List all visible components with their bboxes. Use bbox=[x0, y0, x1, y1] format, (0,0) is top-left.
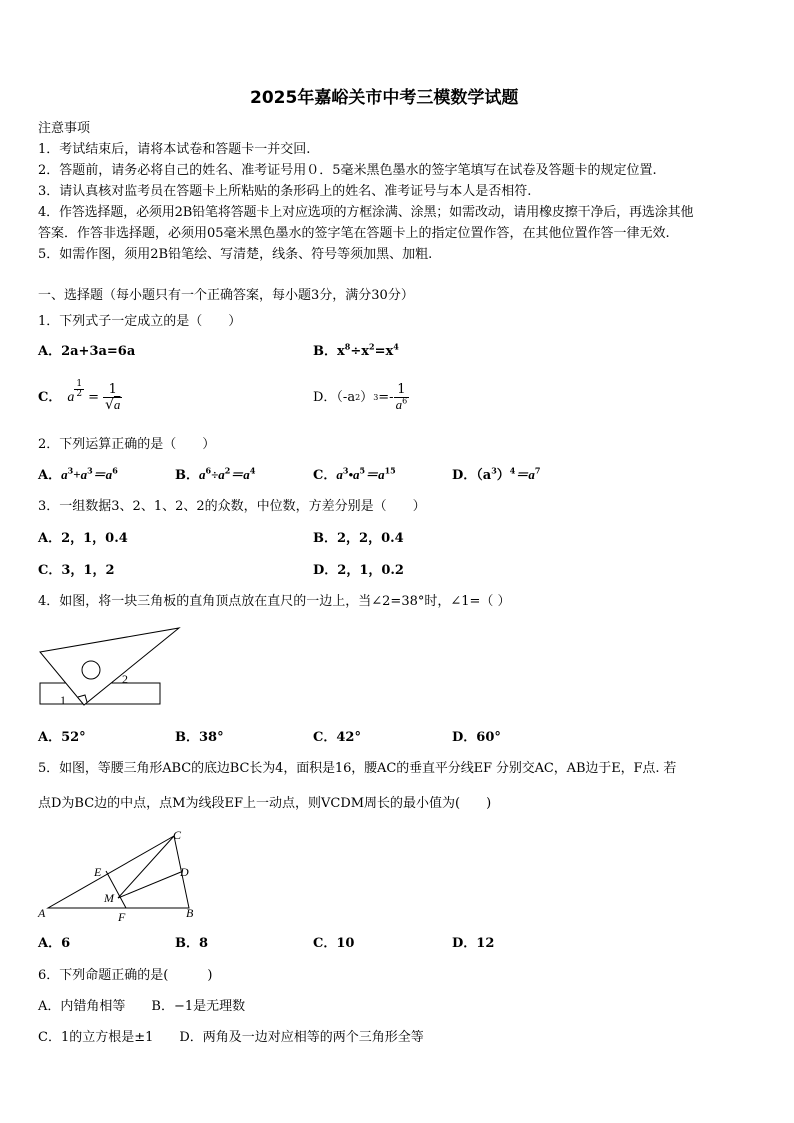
point-label-d: D bbox=[180, 865, 189, 879]
notice-item: 答案．作答非选择题，必须用05毫米黑色墨水的签字笔在答题卡上的指定位置作答，在其他位置作答一律无效. bbox=[38, 226, 670, 241]
angle-label-1: 1 bbox=[60, 693, 66, 707]
q4-option-c[interactable]: C．42° bbox=[313, 730, 361, 745]
question-5-stem-continued: 点D为BC边的中点，点M为线段EF上一动点，则VCDM周长的最小值为( ) bbox=[38, 796, 492, 811]
point-label-f: F bbox=[118, 910, 126, 924]
section-heading: 一、选择题（每小题只有一个正确答案，每小题3分，满分30分） bbox=[38, 288, 414, 303]
q4-option-b[interactable]: B．38° bbox=[175, 730, 224, 745]
q5-option-a[interactable]: A．6 bbox=[38, 936, 71, 951]
point-label-b: B bbox=[186, 906, 194, 920]
point-label-c: C bbox=[173, 828, 182, 842]
segment-cm bbox=[118, 836, 174, 898]
q1-option-c[interactable]: C． a $\frac{1}{2}$ = $\frac{1}{√a}$ bbox=[38, 378, 121, 413]
q6-options-ab[interactable]: A．内错角相等 B．−1是无理数 bbox=[38, 999, 246, 1014]
q1-option-b[interactable]: B．$x^8\div x^2=x^4$ bbox=[313, 341, 399, 359]
q3-option-b[interactable]: B．2，2，0.4 bbox=[313, 531, 404, 546]
notice-item: 3．请认真核对监考员在答题卡上所粘贴的条形码上的姓名、准考证号与本人是否相符. bbox=[38, 184, 532, 199]
q5-figure bbox=[34, 826, 204, 926]
angle-label-2: 2 bbox=[122, 672, 128, 686]
notice-heading: 注意事项 bbox=[38, 121, 91, 136]
question-3-stem: 3．一组数据3、2、1、2、2的众数，中位数，方差分别是（ ） bbox=[38, 499, 426, 514]
q3-option-d[interactable]: D．2，1，0.2 bbox=[313, 563, 404, 578]
q3-option-a[interactable]: A．2，1，0.4 bbox=[38, 531, 128, 546]
question-4-stem: 4．如图，将一块三角板的直角顶点放在直尺的一边上，当∠2=38°时，∠1=（ ） bbox=[38, 594, 511, 609]
q1-option-d[interactable]: D．（-a 2 ） 3 =- $\frac{1}{a^6}$ bbox=[313, 382, 408, 412]
q4-option-a[interactable]: A．52° bbox=[38, 730, 86, 745]
page-title: 2025年嘉峪关市中考三模数学试题 bbox=[250, 88, 519, 108]
question-6-stem: 6．下列命题正确的是( ) bbox=[38, 968, 213, 983]
point-label-e: E bbox=[94, 865, 102, 879]
notice-item: 1．考试结束后，请将本试卷和答题卡一并交回. bbox=[38, 142, 311, 157]
q5-option-d[interactable]: D．12 bbox=[452, 936, 495, 951]
notice-item: 4．作答选择题，必须用2B铅笔将答题卡上对应选项的方框涂满、涂黑；如需改动，请用橡皮擦干净后，再选涂其他 bbox=[38, 205, 694, 220]
q2-option-d[interactable]: D．$(a^3)^4=a^7$ bbox=[452, 465, 541, 483]
q2-option-b[interactable]: B．$a^6\div a^2=a^4$ bbox=[175, 465, 256, 483]
segment-md bbox=[118, 872, 181, 898]
q6-options-cd[interactable]: C．1的立方根是±1 D．两角及一边对应相等的两个三角形全等 bbox=[38, 1030, 424, 1045]
q2-option-c[interactable]: C．$a^3•a^5=a^{15}$ bbox=[313, 465, 396, 483]
q1-option-a[interactable]: A．2a+3a=6a bbox=[38, 344, 136, 359]
q2-option-a[interactable]: A．$a^3+a^3=a^6$ bbox=[38, 465, 118, 483]
question-1-stem: 1．下列式子一定成立的是（ ） bbox=[38, 314, 242, 329]
q5-option-b[interactable]: B．8 bbox=[175, 936, 209, 951]
q5-option-c[interactable]: C．10 bbox=[313, 936, 355, 951]
q4-figure bbox=[36, 622, 186, 708]
point-label-a: A bbox=[38, 906, 46, 920]
notice-item: 5．如需作图，须用2B铅笔绘、写清楚，线条、符号等须加黑、加粗. bbox=[38, 247, 433, 262]
question-5-stem: 5．如图，等腰三角形ABC的底边BC长为4，面积是16，腰AC的垂直平分线EF 分别交AC，AB边于E，F点. 若 bbox=[38, 761, 677, 776]
q3-option-c[interactable]: C．3，1，2 bbox=[38, 563, 115, 578]
point-label-m: M bbox=[104, 891, 114, 905]
q4-option-d[interactable]: D．60° bbox=[452, 730, 501, 745]
notice-item: 2．答题前，请务必将自己的姓名、准考证号用０．5毫米黑色墨水的签字笔填写在试卷及答题卡的规定位置. bbox=[38, 163, 657, 178]
question-2-stem: 2．下列运算正确的是（ ） bbox=[38, 437, 216, 452]
